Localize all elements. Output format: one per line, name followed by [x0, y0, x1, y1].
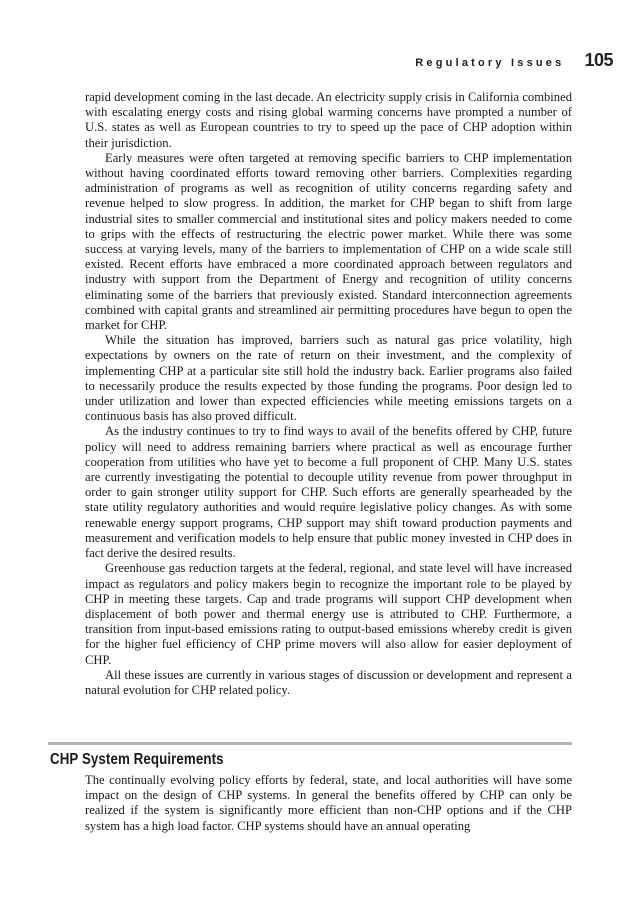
- paragraph: Greenhouse gas reduction targets at the federal, regional, and state level will have increased impact as regulators and policy makers begin to recognize the important role to be played by CHP in meeting these targets. Cap and trade programs will support CHP development when displacement of both power and thermal energy use is attributed to CHP. Furthermore, a transition from input-based emissions rating to output-based emissions whereby credit is given for the higher fuel efficiency of CHP prime movers will also allow for easier deployment of CHP.: [85, 561, 572, 667]
- paragraph: Early measures were often targeted at removing specific barriers to CHP implementation without having coordinated efforts toward removing other barriers. Complexities regarding administration of programs as well as recognition of utility concerns regarding safety and revenue helped to slow progress. In addition, the market for CHP began to shift from large industrial sites to smaller commercial and institutional sites and policy makers needed to come to grips with the effects of restructuring the electric power market. While there was some success at varying levels, many of the barriers to implementation of CHP on a wide scale still existed. Recent efforts have embraced a more coordinated approach between regulators and industry with support from the Department of Energy and recognition of utility concerns eliminating some of the barriers that previously existed. Standard interconnection agreements combined with capital grants and streamlined air permitting procedures have begun to open the market for CHP.: [85, 150, 572, 333]
- section-body: [85, 773, 572, 834]
- running-header: [415, 50, 613, 71]
- page-number: 105: [584, 50, 613, 70]
- section-heading: CHP System Requirements: [50, 751, 224, 768]
- running-title: Regulatory Issues: [415, 57, 565, 69]
- paragraph: As the industry continues to try to find ways to avail of the benefits offered by CHP, future policy will need to address remaining barriers where practical as well as encourage further cooperation from utilities who have yet to become a full proponent of CHP. Many U.S. states are currently investigating the potential to decouple utility revenue from power throughput in order to gain stronger utility support for CHP. Such efforts are generally spearheaded by the state utility regulatory authorities and would require legislative policy changes. As with some renewable energy support programs, CHP support may shift toward production payments and measurement and verification models to help ensure that public money invested in CHP does in fact derive the desired results.: [85, 424, 572, 561]
- body-text: [85, 90, 572, 698]
- section-divider: [48, 742, 572, 745]
- paragraph: While the situation has improved, barriers such as natural gas price volatility, high expectations by owners on the rate of return on their investment, and the complexity of implementing CHP at a particular site still hold the industry back. Earlier programs also failed to necessarily produce the results expected by those funding the programs. Poor design led to under utilization and lower than expected efficiencies while meeting emissions targets on a continuous basis has also proved difficult.: [85, 333, 572, 424]
- paragraph: The continually evolving policy efforts by federal, state, and local authorities will have some impact on the design of CHP systems. In general the benefits offered by CHP can only be realized if the system is significantly more efficient than non-CHP options and if the CHP system has a high load factor. CHP systems should have an annual operating: [85, 773, 572, 833]
- paragraph: rapid development coming in the last decade. An electricity supply crisis in California combined with escalating energy costs and rising global warming concerns have prompted a number of U.S. states as well as European countries to try to speed up the pace of CHP adoption within their jurisdiction.: [85, 90, 572, 150]
- paragraph: All these issues are currently in various stages of discussion or development and represent a natural evolution for CHP related policy.: [85, 667, 572, 697]
